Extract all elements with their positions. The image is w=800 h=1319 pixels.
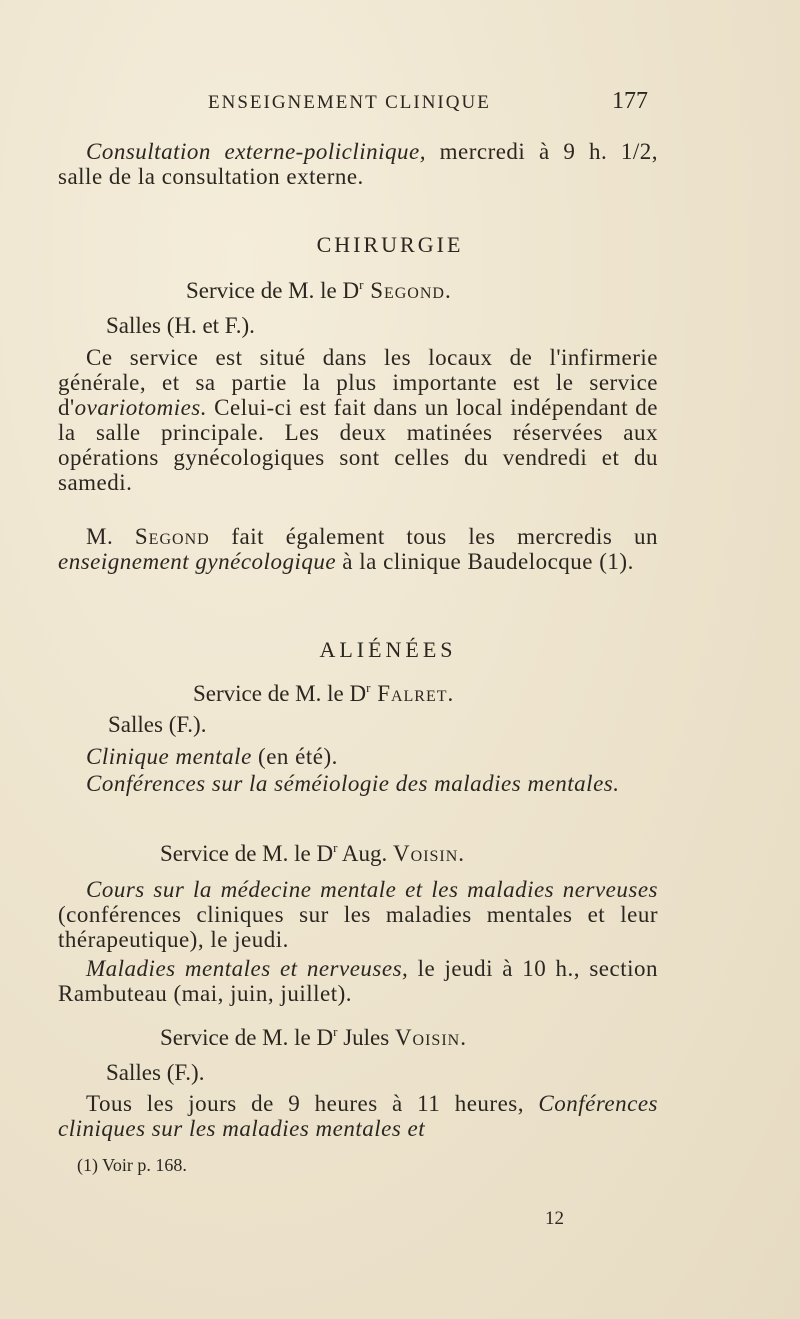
conferences-paragraph: Conférences sur la séméiologie des maladies mentales. — [86, 771, 620, 796]
salles-chirurgie: Salles (H. et F.). — [106, 313, 255, 338]
chirurgie-paragraph-1: Ce service est situé dans les locaux de l'infirmerie générale, et sa partie la plus importante est le service d'ovariotomies. Celui-ci est fait dans un local indépendant de la salle principale. Les deux matinées réservées aux opérations gynécologiques sont celles du vendredi et du samedi. — [58, 345, 658, 495]
running-title: ENSEIGNEMENT CLINIQUE — [208, 92, 491, 113]
footnote: (1) Voir p. 168. — [77, 1155, 187, 1175]
consultation-text: mercredi à 9 h. 1/2, salle de la consultation externe. — [58, 139, 658, 189]
service-aug-voisin: Service de M. le $D^r$ Aug. Voisin. — [160, 840, 466, 866]
section-heading-chirurgie: CHIRURGIE — [316, 232, 464, 257]
consultation-italic: Consultation externe-policlinique, — [86, 139, 426, 164]
cours-paragraph: Cours sur la médecine mentale et les maladies nerveuses (conférences cliniques sur les maladies mentales et leur thérapeutique), le jeudi. — [58, 877, 658, 952]
chirurgie-paragraph-2: M. Segond fait également tous les mercredis un enseignement gynécologique à la clinique Baudelocque (1). — [58, 524, 659, 574]
tous-les-jours-paragraph: Tous les jours de 9 heures à 11 heures, Conférences cliniques sur les maladies mentales et — [58, 1091, 658, 1141]
salles-jules-voisin: Salles (F.). — [106, 1060, 205, 1085]
consultation-paragraph — [58, 139, 658, 189]
page-number: 177 — [612, 88, 648, 114]
service-segond: Service de M. le $D^r$ Segond. — [186, 277, 452, 303]
service-jules-voisin: Service de M. le $D^r$ Jules Voisin. — [160, 1024, 467, 1050]
section-heading-alienees: ALIÉNÉES — [319, 637, 457, 662]
salles-falret: Salles (F.). — [108, 712, 207, 737]
signature-mark: 12 — [545, 1208, 564, 1229]
maladies-paragraph: Maladies mentales et nerveuses, le jeudi à 10 h., section Rambuteau (mai, juin, juillet). — [58, 956, 658, 1006]
service-falret: Service de M. le $D^r$ Falret. — [193, 680, 455, 706]
clinique-mentale-line: Clinique mentale (en été). — [86, 744, 338, 769]
page-header — [0, 88, 800, 120]
